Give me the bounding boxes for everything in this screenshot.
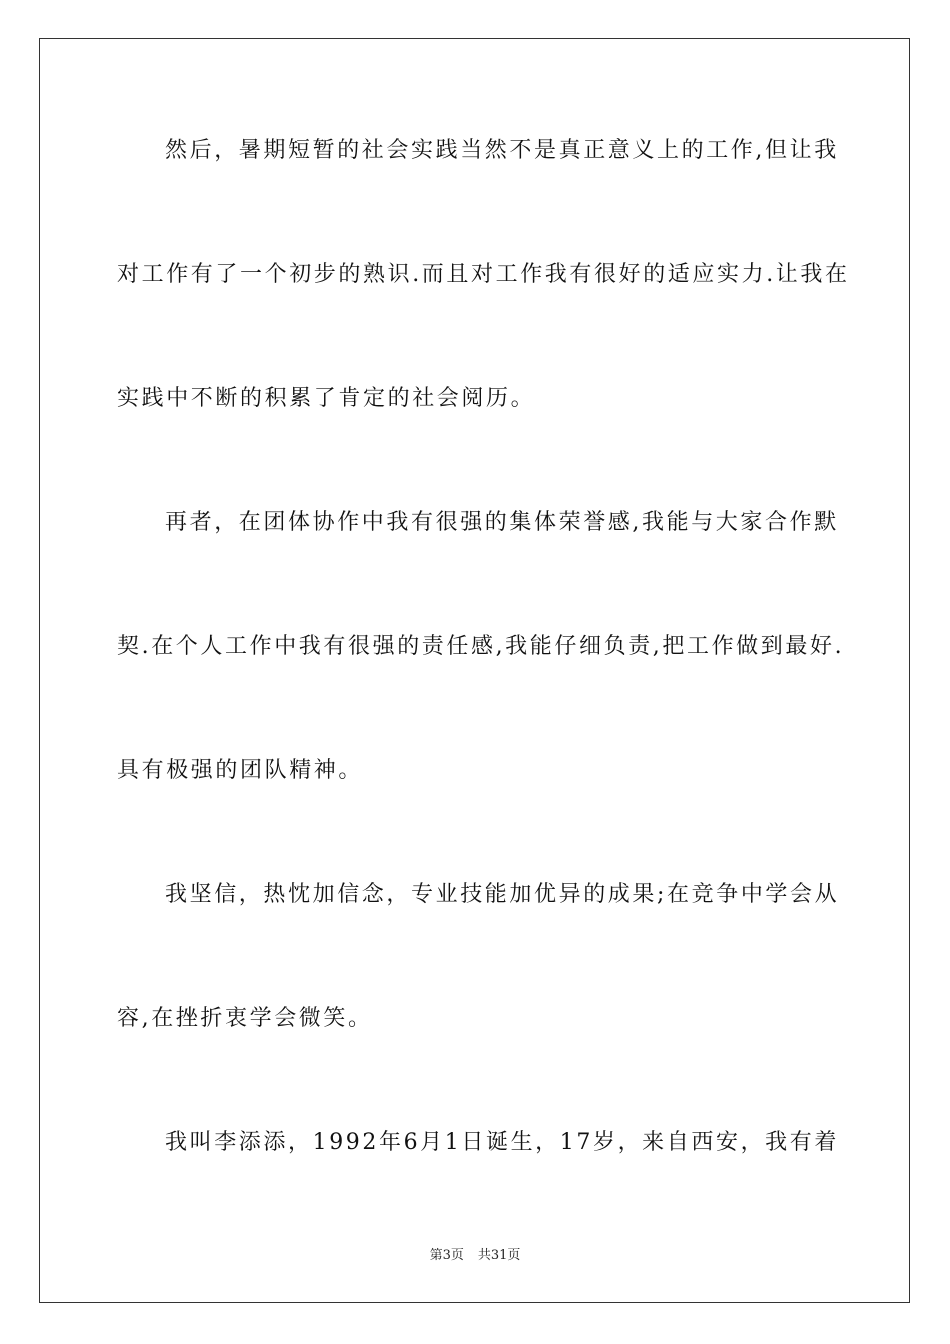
paragraph-4-line-1: 我叫李添添，1992年6月1日诞生，17岁，来自西安，我有着	[165, 1130, 839, 1155]
paragraph-2-line-3: 具有极强的团队精神。	[117, 758, 364, 783]
paragraph-3-line-1: 我坚信，热忱加信念，专业技能加优异的成果;在竞争中学会从	[165, 882, 840, 907]
current-page-number: 第3页	[429, 1248, 464, 1263]
paragraph-1-line-1: 然后，暑期短暂的社会实践当然不是真正意义上的工作,但让我	[165, 138, 839, 163]
paragraph-2-line-2: 契.在个人工作中我有很强的责任感,我能仔细负责,把工作做到最好.	[117, 634, 845, 659]
paragraph-1-line-3: 实践中不断的积累了肯定的社会阅历。	[117, 386, 536, 411]
paragraph-3-line-2: 容,在挫折衷学会微笑。	[117, 1006, 373, 1031]
page-footer	[0, 1247, 950, 1265]
paragraph-1-line-2: 对工作有了一个初步的熟识.而且对工作我有很好的适应实力.让我在	[117, 262, 850, 287]
total-page-count: 共31页	[477, 1248, 521, 1263]
page-border	[39, 38, 910, 1303]
paragraph-2-line-1: 再者，在团体协作中我有很强的集体荣誉感,我能与大家合作默	[165, 510, 839, 535]
